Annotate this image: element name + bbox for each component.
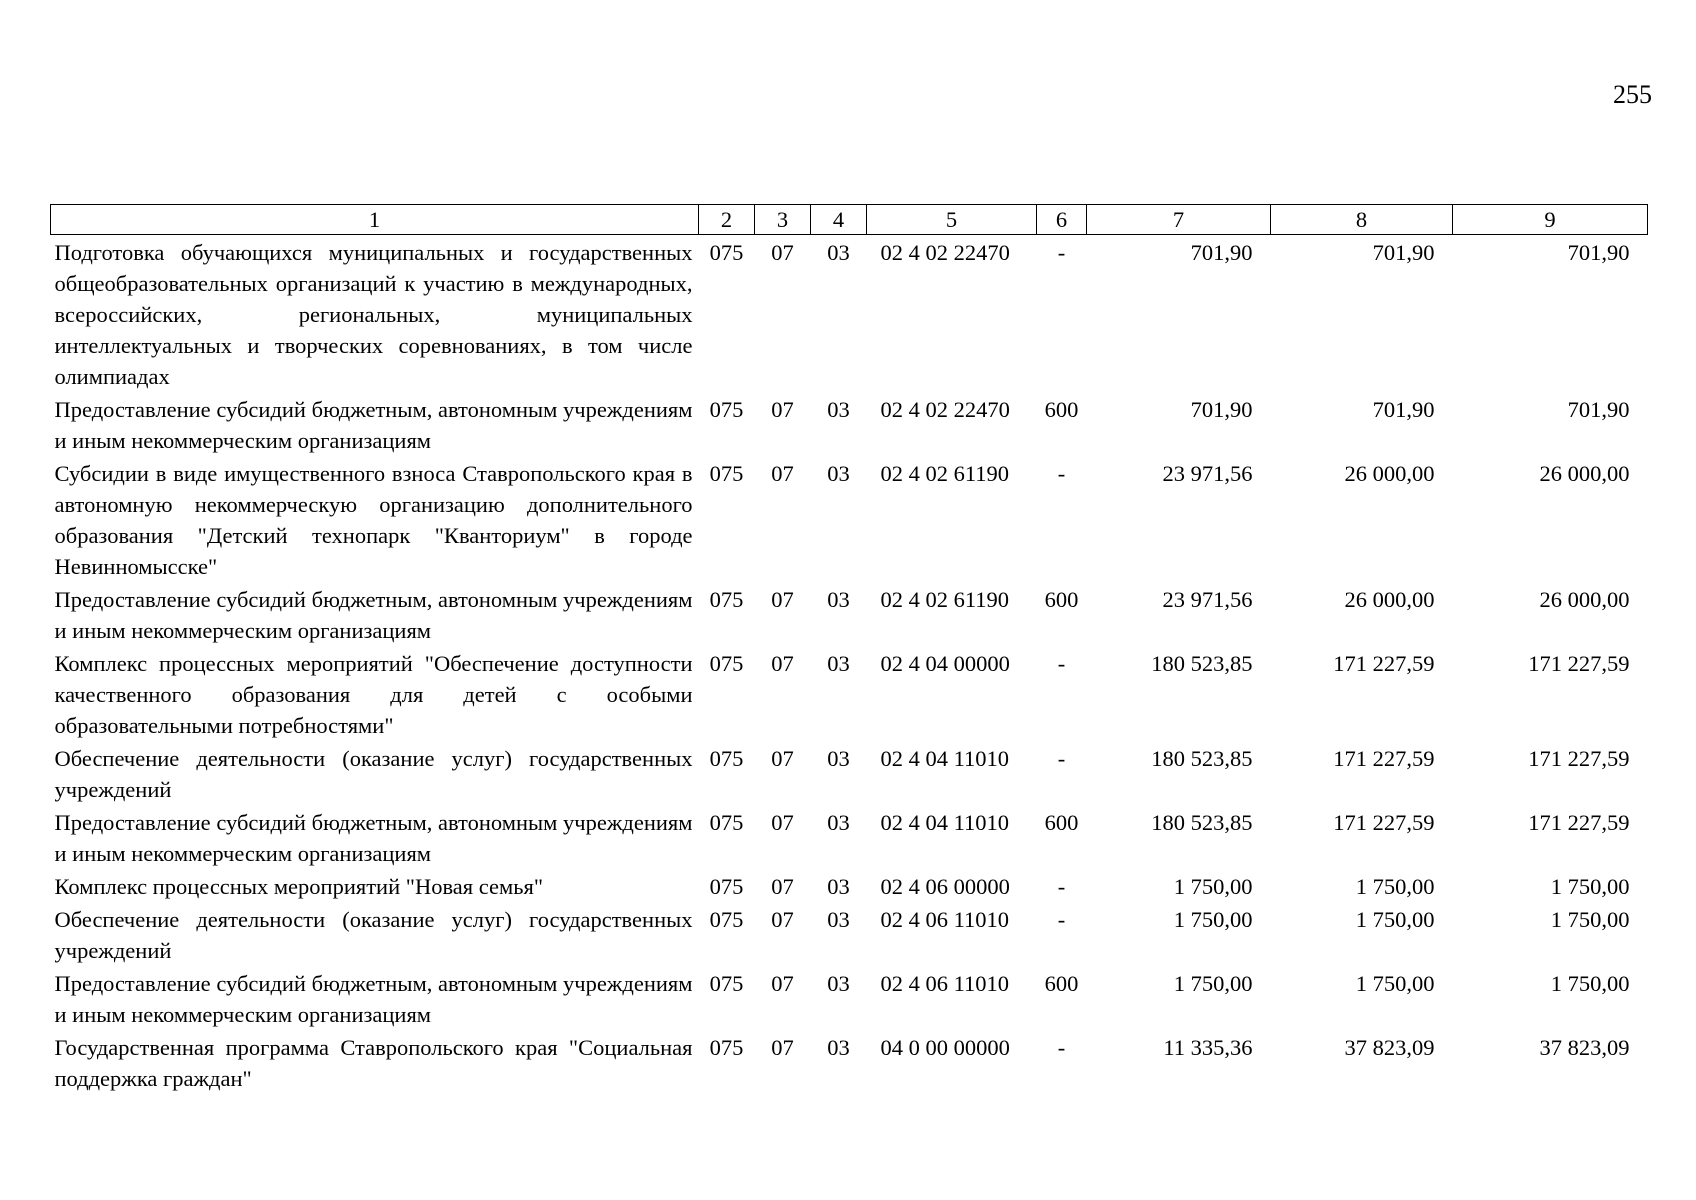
amount-col9-cell: 1 750,00 [1550, 907, 1630, 932]
amount-col9-cell: 701,90 [1567, 240, 1630, 265]
section-code-cell: 07 [771, 874, 794, 899]
row-name-cell: Комплекс процессных мероприятий "Обеспечение доступности качественного образования для детей с особыми образовательными потребностями" [54, 651, 693, 738]
amount-col8-cell: 26 000,00 [1344, 587, 1435, 612]
section-code-cell: 07 [771, 746, 794, 771]
table-row [51, 392, 1648, 456]
amount-col8-cell: 1 750,00 [1355, 907, 1435, 932]
expense-type-cell: - [1057, 874, 1066, 899]
section-code-cell: 07 [771, 1035, 794, 1060]
subsection-code-cell: 03 [827, 874, 850, 899]
amount-col8-cell: 37 823,09 [1344, 1035, 1435, 1060]
subsection-code-cell: 03 [827, 240, 850, 265]
gr-code-cell: 075 [709, 651, 744, 676]
table-row [51, 646, 1648, 741]
amount-col9-cell: 171 227,59 [1528, 746, 1630, 771]
amount-col7-cell: 23 971,56 [1162, 461, 1253, 486]
expense-type-cell: 600 [1044, 397, 1079, 422]
expense-type-cell: - [1057, 651, 1066, 676]
subsection-code-cell: 03 [827, 971, 850, 996]
amount-col8-cell: 701,90 [1372, 397, 1435, 422]
amount-col8-cell: 171 227,59 [1333, 810, 1435, 835]
subsection-code-cell: 03 [827, 651, 850, 676]
target-article-cell: 02 4 06 00000 [880, 874, 1010, 899]
section-code-cell: 07 [771, 240, 794, 265]
gr-code-cell: 075 [709, 907, 744, 932]
subsection-code-cell: 03 [827, 1035, 850, 1060]
gr-code-cell: 075 [709, 1035, 744, 1060]
expense-type-cell: 600 [1044, 587, 1079, 612]
expense-type-cell: - [1057, 240, 1066, 265]
gr-code-cell: 075 [709, 810, 744, 835]
section-code-cell: 07 [771, 461, 794, 486]
column-header: 1 [51, 205, 699, 235]
table-row [51, 1030, 1648, 1094]
amount-col9-cell: 26 000,00 [1539, 461, 1630, 486]
table-row [51, 869, 1648, 902]
amount-col8-cell: 171 227,59 [1333, 651, 1435, 676]
row-name-cell: Обеспечение деятельности (оказание услуг) государственных учреждений [54, 907, 693, 963]
section-code-cell: 07 [771, 651, 794, 676]
expense-type-cell: - [1057, 907, 1066, 932]
column-number-row [51, 205, 1648, 235]
gr-code-cell: 075 [709, 240, 744, 265]
gr-code-cell: 075 [709, 397, 744, 422]
section-code-cell: 07 [771, 971, 794, 996]
gr-code-cell: 075 [709, 746, 744, 771]
amount-col9-cell: 1 750,00 [1550, 874, 1630, 899]
subsection-code-cell: 03 [827, 810, 850, 835]
amount-col7-cell: 180 523,85 [1151, 810, 1253, 835]
target-article-cell: 02 4 02 61190 [880, 587, 1010, 612]
gr-code-cell: 075 [709, 971, 744, 996]
expense-type-cell: - [1057, 746, 1066, 771]
expense-type-cell: 600 [1044, 971, 1079, 996]
target-article-cell: 02 4 02 22470 [880, 240, 1010, 265]
row-name-cell: Предоставление субсидий бюджетным, автономным учреждениям и иным некоммерческим организациям [54, 397, 693, 453]
subsection-code-cell: 03 [827, 587, 850, 612]
target-article-cell: 02 4 04 11010 [880, 810, 1010, 835]
target-article-cell: 02 4 06 11010 [880, 907, 1010, 932]
row-name-cell: Комплекс процессных мероприятий "Новая семья" [54, 874, 544, 899]
amount-col9-cell: 171 227,59 [1528, 651, 1630, 676]
row-name-cell: Государственная программа Ставропольского края "Социальная поддержка граждан" [54, 1035, 693, 1091]
column-header: 4 [811, 205, 867, 235]
row-name-cell: Предоставление субсидий бюджетным, автономным учреждениям и иным некоммерческим организациям [54, 971, 693, 1027]
row-name-cell: Предоставление субсидий бюджетным, автономным учреждениям и иным некоммерческим организациям [54, 810, 693, 866]
expense-type-cell: - [1057, 1035, 1066, 1060]
section-code-cell: 07 [771, 907, 794, 932]
amount-col7-cell: 1 750,00 [1173, 907, 1253, 932]
subsection-code-cell: 03 [827, 907, 850, 932]
gr-code-cell: 075 [709, 874, 744, 899]
table-row [51, 456, 1648, 582]
amount-col8-cell: 1 750,00 [1355, 971, 1435, 996]
column-header: 2 [699, 205, 755, 235]
column-header: 7 [1087, 205, 1271, 235]
table-row [51, 966, 1648, 1030]
table-row [51, 902, 1648, 966]
column-header: 9 [1453, 205, 1648, 235]
target-article-cell: 02 4 04 11010 [880, 746, 1010, 771]
amount-col9-cell: 701,90 [1567, 397, 1630, 422]
amount-col7-cell: 1 750,00 [1173, 971, 1253, 996]
target-article-cell: 02 4 06 11010 [880, 971, 1010, 996]
column-header: 8 [1271, 205, 1453, 235]
row-name-cell: Обеспечение деятельности (оказание услуг) государственных учреждений [54, 746, 693, 802]
amount-col7-cell: 180 523,85 [1151, 651, 1253, 676]
amount-col7-cell: 1 750,00 [1173, 874, 1253, 899]
table-row [51, 741, 1648, 805]
amount-col8-cell: 701,90 [1372, 240, 1435, 265]
table-row [51, 582, 1648, 646]
page-number: 255 [1613, 80, 1652, 109]
amount-col8-cell: 26 000,00 [1344, 461, 1435, 486]
amount-col7-cell: 701,90 [1190, 240, 1253, 265]
target-article-cell: 02 4 04 00000 [880, 651, 1010, 676]
row-name-cell: Предоставление субсидий бюджетным, автономным учреждениям и иным некоммерческим организациям [54, 587, 693, 643]
amount-col7-cell: 23 971,56 [1162, 587, 1253, 612]
amount-col8-cell: 1 750,00 [1355, 874, 1435, 899]
amount-col9-cell: 26 000,00 [1539, 587, 1630, 612]
subsection-code-cell: 03 [827, 461, 850, 486]
amount-col9-cell: 37 823,09 [1539, 1035, 1630, 1060]
target-article-cell: 02 4 02 61190 [880, 461, 1010, 486]
gr-code-cell: 075 [709, 461, 744, 486]
amount-col7-cell: 180 523,85 [1151, 746, 1253, 771]
amount-col9-cell: 1 750,00 [1550, 971, 1630, 996]
row-name-cell: Подготовка обучающихся муниципальных и государственных общеобразовательных организаций к участию в международных, всероссийских, региональных, муниципальных интеллектуальных и творческих соревнованиях, в том числе олимпиадах [54, 240, 693, 389]
column-header: 5 [867, 205, 1037, 235]
target-article-cell: 02 4 02 22470 [880, 397, 1010, 422]
amount-col9-cell: 171 227,59 [1528, 810, 1630, 835]
budget-table [50, 204, 1648, 1094]
subsection-code-cell: 03 [827, 746, 850, 771]
amount-col7-cell: 11 335,36 [1163, 1035, 1253, 1060]
expense-type-cell: - [1057, 461, 1066, 486]
row-name-cell: Субсидии в виде имущественного взноса Ставропольского края в автономную некоммерческую организацию дополнительного образования "Детский технопарк "Кванториум" в городе Невинномысске" [54, 461, 693, 579]
table-row [51, 235, 1648, 393]
amount-col7-cell: 701,90 [1190, 397, 1253, 422]
column-header: 6 [1037, 205, 1087, 235]
table-row [51, 805, 1648, 869]
subsection-code-cell: 03 [827, 397, 850, 422]
gr-code-cell: 075 [709, 587, 744, 612]
section-code-cell: 07 [771, 587, 794, 612]
amount-col8-cell: 171 227,59 [1333, 746, 1435, 771]
target-article-cell: 04 0 00 00000 [880, 1035, 1010, 1060]
expense-type-cell: 600 [1044, 810, 1079, 835]
section-code-cell: 07 [771, 397, 794, 422]
section-code-cell: 07 [771, 810, 794, 835]
column-header: 3 [755, 205, 811, 235]
